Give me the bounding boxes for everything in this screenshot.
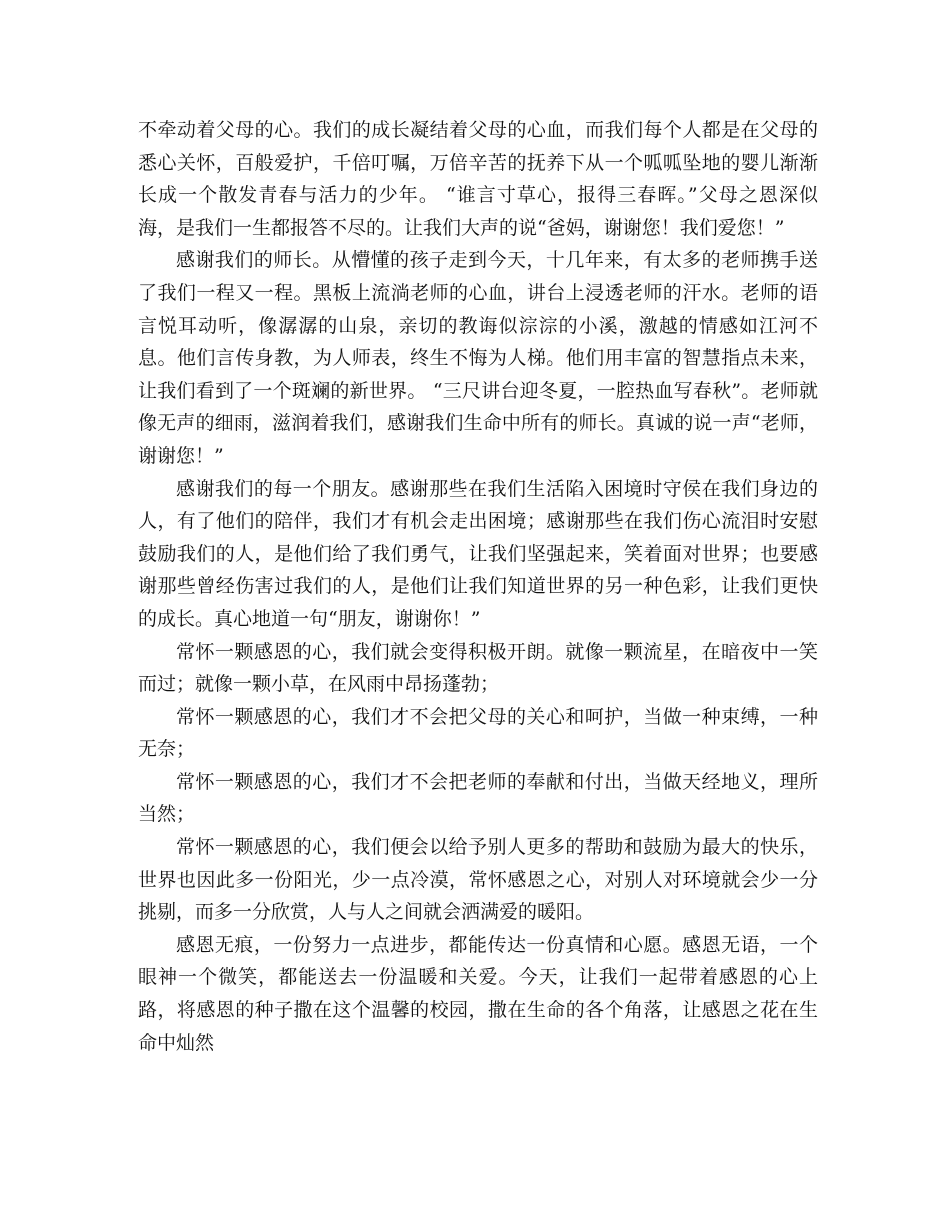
document-body [138, 114, 818, 1059]
paragraph-friends: 感谢我们的每一个朋友。感谢那些在我们生活陷入困境时守侯在我们身边的人，有了他们的陪伴，我们才有机会走出困境；感谢那些在我们伤心流泪时安慰鼓励我们的人，是他们给了我们勇气，让我们坚强起来，笑着面对世界；也要感谢那些曾经伤害过我们的人，是他们让我们知道世界的另一种色彩，让我们更快的成长。真心地道一句“朋友，谢谢你！” [138, 477, 818, 630]
paragraph-grateful-heart-helping: 常怀一颗感恩的心，我们便会以给予别人更多的帮助和鼓励为最大的快乐，世界也因此多一份阳光，少一点冷漠，常怀感恩之心，对别人对环境就会少一分挑剔，而多一分欣赏，人与人之间就会洒满爱的暖阳。 [138, 836, 818, 924]
paragraph-grateful-heart-teachers: 常怀一颗感恩的心，我们才不会把老师的奉献和付出，当做天经地义，理所当然； [138, 770, 818, 826]
paragraph-parents-continued: 不牵动着父母的心。我们的成长凝结着父母的心血，而我们每个人都是在父母的悉心关怀，百般爱护，千倍叮嘱，万倍辛苦的抚养下从一个呱呱坠地的婴儿渐渐长成一个散发青春与活力的少年。 “谁言寸草心，报得三春晖。”父母之恩深似海，是我们一生都报答不尽的。让我们大声的说“爸妈，谢谢您！我们爱您！” [138, 119, 818, 239]
paragraph-teachers: 感谢我们的师长。从懵懂的孩子走到今天，十几年来，有太多的老师携手送了我们一程又一程。黑板上流淌老师的心血，讲台上浸透老师的汗水。老师的语言悦耳动听，像潺潺的山泉，亲切的教诲似淙淙的小溪，激越的情感如江河不息。他们言传身教，为人师表，终生不悔为人梯。他们用丰富的智慧指点未来，让我们看到了一个斑斓的新世界。 “三尺讲台迎冬夏，一腔热血写春秋”。老师就像无声的细雨，滋润着我们，感谢我们生命中所有的师长。真诚的说一声“老师，谢谢您！” [138, 249, 818, 467]
paragraph-grateful-heart-parents: 常怀一颗感恩的心，我们才不会把父母的关心和呵护，当做一种束缚，一种无奈； [138, 705, 818, 761]
paragraph-gratitude-conclusion: 感恩无痕，一份努力一点进步，都能传达一份真情和心愿。感恩无语，一个眼神一个微笑，都能送去一份温暖和关爱。今天，让我们一起带着感恩的心上路，将感恩的种子撒在这个温馨的校园，撒在生命的各个角落，让感恩之花在生命中灿然 [138, 933, 818, 1054]
paragraph-grateful-heart-optimism: 常怀一颗感恩的心，我们就会变得积极开朗。就像一颗流星，在暗夜中一笑而过；就像一颗小草，在风雨中昂扬蓬勃； [138, 640, 818, 696]
